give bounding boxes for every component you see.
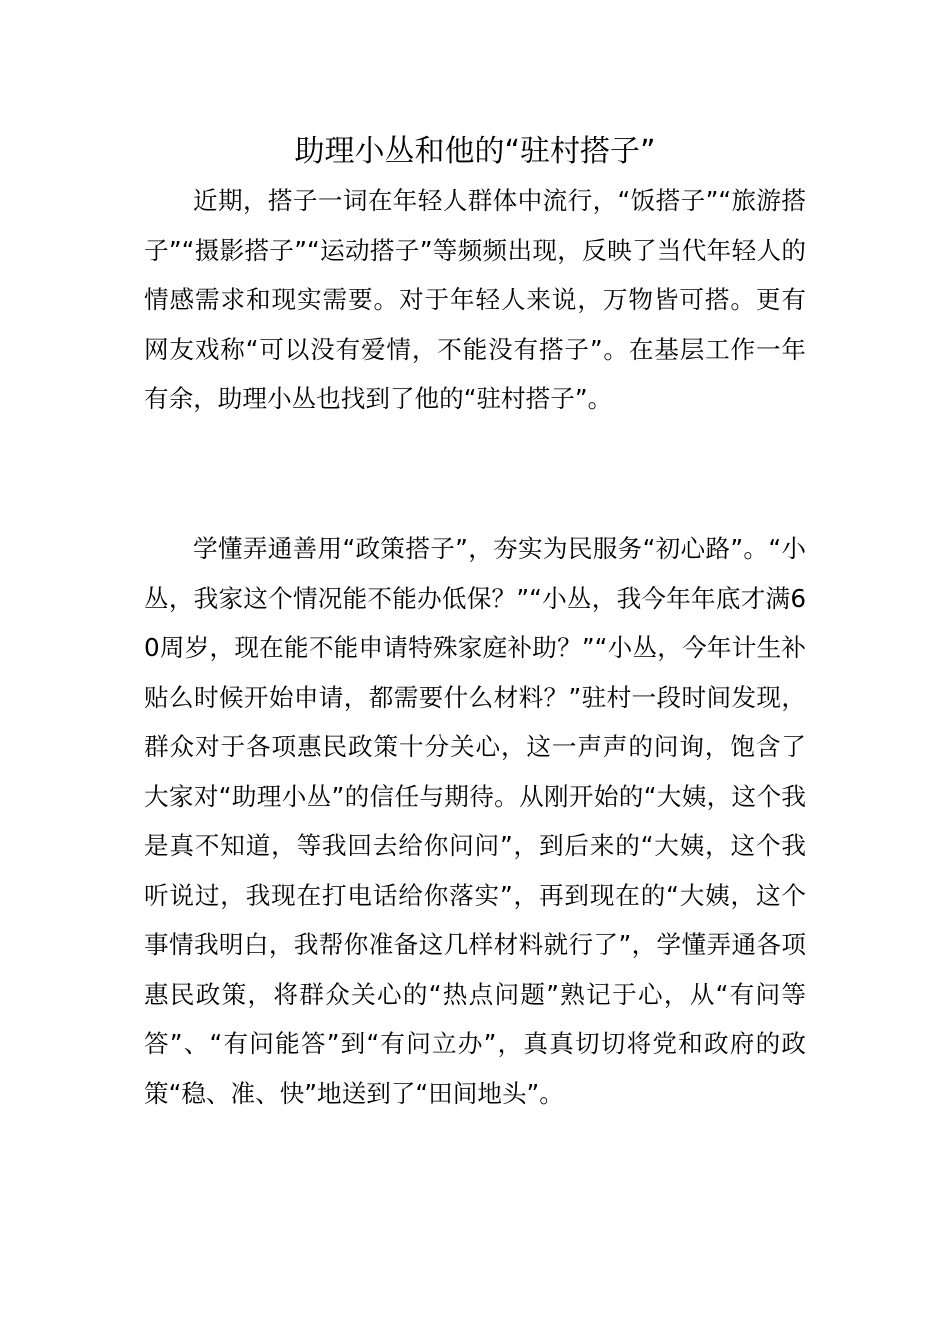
paragraph-policy: 学懂弄通善用“政策搭子”，夯实为民服务“初心路”。“小丛，我家这个情况能不能办低保？”“小丛，我今年年底才满60周岁，现在能不能申请特殊家庭补助？”“小丛，今年计生补贴么时候开始申请，都需要什么材料？”驻村一段时间发现，群众对于各项惠民政策十分关心，这一声声的问询，饱含了大家对“助理小丛”的信任与期待。从刚开始的“大姨，这个我是真不知道，等我回去给你问问”，到后来的“大姨，这个我听说过，我现在打电话给你落实”，再到现在的“大姨，这个事情我明白，我帮你准备这几样材料就行了”，学懂弄通各项惠民政策，将群众关心的“热点问题”熟记于心，从“有问等答”、“有问能答”到“有问立办”，真真切切将党和政府的政策“稳、准、快”地送到了“田间地头”。 xyxy=(144,534,806,1108)
paragraph-intro: 近期，搭子一词在年轻人群体中流行，“饭搭子”“旅游搭子”“摄影搭子”“运动搭子”等频频出现，反映了当代年轻人的情感需求和现实需要。对于年轻人来说，万物皆可搭。更有网友戏称“可以没有爱情，不能没有搭子”。在基层工作一年有余，助理小丛也找到了他的“驻村搭子”。 xyxy=(144,186,806,413)
document-title: 助理小丛和他的“驻村搭子” xyxy=(294,134,656,169)
